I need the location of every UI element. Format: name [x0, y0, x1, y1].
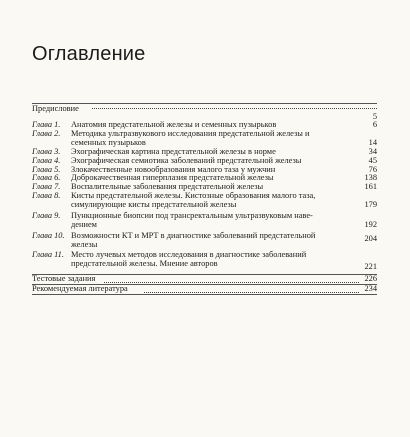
- toc-entry-page: 34: [368, 147, 377, 156]
- toc-entry-page: 234: [364, 284, 377, 293]
- chapter-title: Злокачественные новообразования малого таза у мужчин: [71, 165, 276, 174]
- chapter-title: Возможности КТ и МРТ в диагностике заболеваний предстательной железы: [71, 231, 316, 249]
- chapter-title: Воспалительные заболевания предстательной железы: [71, 182, 264, 191]
- chapter-title: Пункционные биопсии под трансректальным ультразвуковым наве- дением: [71, 211, 313, 229]
- chapter-label: Глава 1.: [32, 120, 61, 129]
- chapter-label: Глава 11.: [32, 250, 64, 259]
- chapter-label: Глава 6.: [32, 173, 61, 182]
- toc-entry-page: 45: [368, 156, 377, 165]
- chapter-label: Глава 7.: [32, 182, 61, 191]
- toc-entry-page: 138: [364, 173, 377, 182]
- chapter-label: Глава 8.: [32, 191, 61, 200]
- toc-entry-page: 6: [372, 120, 377, 129]
- chapter-title: Место лучевых методов исследования в диагностике заболеваний предстательной железы. Мнение авторов: [71, 250, 307, 268]
- chapter-label: Глава 3.: [32, 147, 61, 156]
- chapter-title: Методика ультразвукового исследования предстательной железы и семенных пузырьков: [71, 129, 310, 147]
- toc-entry-text: Предисловие: [32, 104, 79, 113]
- toc-entry-page: 204: [364, 234, 377, 243]
- toc-entry-text: Тестовые задания: [32, 274, 96, 283]
- toc-entry-page: 14: [368, 138, 377, 147]
- chapter-label: Глава 2.: [32, 129, 61, 138]
- chapter-label: Глава 4.: [32, 156, 61, 165]
- toc-entry-page: 226: [364, 274, 377, 283]
- divider: [32, 294, 377, 295]
- toc-entry-page: 192: [364, 220, 377, 229]
- chapter-title: Эхографическая семиотика заболеваний предстательной железы: [71, 156, 302, 165]
- leader-dots: [144, 292, 359, 293]
- page-title: Оглавление: [32, 43, 146, 65]
- chapter-title: Эхографическая картина предстательной железы в норме: [71, 147, 276, 156]
- chapter-title: Доброкачественная гиперплазия предстательной железы: [71, 173, 274, 182]
- leader-dots: [104, 282, 359, 283]
- toc-entry-page: 221: [364, 262, 377, 271]
- chapter-title: Кисты предстательной железы. Кистозные образования малого таза, симулирующие кисты предстательной железы: [71, 191, 316, 209]
- divider: [32, 103, 377, 104]
- chapter-label: Глава 10.: [32, 231, 65, 240]
- toc-entry-page: 76: [368, 165, 377, 174]
- toc-entry-page: 5: [372, 112, 377, 121]
- toc-entry-text: Рекомендуемая литература: [32, 284, 128, 293]
- leader-dots: [92, 108, 377, 109]
- chapter-label: Глава 5.: [32, 165, 61, 174]
- toc-entry-page: 161: [364, 182, 377, 191]
- toc-entry-page: 179: [364, 200, 377, 209]
- chapter-title: Анатомия предстательной железы и семенных пузырьков: [71, 120, 277, 129]
- chapter-label: Глава 9.: [32, 211, 61, 220]
